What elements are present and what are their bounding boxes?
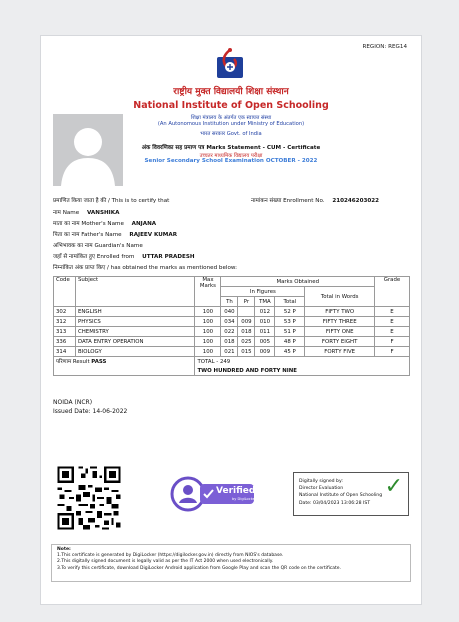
note-line-2: 2.This digitally signed document is legally valid as per the IT Act 2000 when used electronically. <box>57 559 274 565</box>
issue-place: NOIDA (NCR) <box>53 399 93 406</box>
header-max-marks: Max Marks <box>195 277 221 307</box>
sig-line-4: Date: 03/04/2023 13:06:28 IST <box>299 501 371 506</box>
mother-hindi: माता का नाम <box>53 221 80 227</box>
verified-text: Verified <box>216 486 256 496</box>
guardian-row <box>53 241 143 249</box>
enroll-hindi: नामांकन संख्या <box>251 198 282 204</box>
guardian-hindi: अभिभावक का नाम <box>53 243 93 249</box>
mother-row <box>53 219 156 227</box>
hindi-subtitle: शिक्षा मंत्रालय के अंतर्गत एक स्वायत्त संस्था <box>190 115 272 121</box>
student-photo-placeholder <box>53 114 123 186</box>
digilocker-verified-badge <box>170 476 258 512</box>
sig-line-3: National Institute of Open Schooling <box>299 493 383 498</box>
father-hindi: पिता का नाम <box>53 232 80 238</box>
exam-title: Senior Secondary School Examination OCTOBER - 2022 <box>144 158 318 164</box>
enrolled-row <box>53 252 195 260</box>
qr-code-icon[interactable] <box>55 464 123 532</box>
result-value: PASS <box>91 359 107 365</box>
certify-english: / This is to certify that <box>107 198 170 204</box>
header-code: Code <box>54 277 76 307</box>
total-marks: TOTAL - 249 <box>195 357 410 367</box>
result-hindi: परिणाम <box>56 359 72 365</box>
enroll-label: Enrollment No. <box>283 198 325 204</box>
mother-label: Mother's Name <box>81 221 124 227</box>
name-hindi: नाम <box>53 210 61 216</box>
father-label: Father's Name <box>81 232 122 238</box>
institute-title: National Institute of Open Schooling <box>133 100 329 111</box>
verified-sub: by DigiLocker <box>232 497 257 501</box>
note-box <box>51 544 411 582</box>
obtained-hindi: निम्नांकित अंक प्राप्त किए <box>53 265 106 271</box>
father-name: RAJEEV KUMAR <box>129 232 178 238</box>
person-silhouette-icon <box>53 114 123 186</box>
note-line-3: 3.To verify this certificate, download DigiLocker Android application from Google Play and scan the QR code on the certificate. <box>57 565 342 571</box>
header-tma: TMA <box>255 297 275 307</box>
header-pr: Pr <box>238 297 255 307</box>
header-total-words: Total in Words <box>305 287 375 307</box>
header-total: Total <box>275 297 305 307</box>
mother-name: ANJANA <box>131 221 157 227</box>
region-code: REGION: REG14 <box>362 44 407 50</box>
hindi-institute-title: राष्ट्रीय मुक्त विद्यालयी शिक्षा संस्थान <box>173 87 289 97</box>
certify-hindi: प्रमाणित किया जाता है की <box>53 198 107 204</box>
enrollment-line <box>251 196 379 204</box>
total-in-words: TWO HUNDRED AND FORTY NINE <box>195 366 410 376</box>
header-grade: Grade <box>375 277 410 307</box>
table-row: 336 DATA ENTRY OPERATION 100 018 025 005 48 P FORTY EIGHT F <box>54 337 410 347</box>
check-icon: ✓ <box>384 474 403 499</box>
govt-line: भारत सरकार Govt. of India <box>200 131 262 137</box>
english-subtitle: (An Autonomous Institution under Ministry of Education) <box>157 121 305 127</box>
hindi-cert-line: अंक विवरणिका सह प्रमाण पत्र <box>141 145 205 151</box>
student-name: VANSHIKA <box>86 210 120 216</box>
cert-title-text: Marks Statement - CUM - Certificate <box>206 145 321 151</box>
name-row <box>53 208 119 216</box>
enrolled-hindi: जहाँ से नामांकित हुए <box>53 254 96 260</box>
enrolled-from: UTTAR PRADESH <box>142 254 195 260</box>
father-row <box>53 230 177 238</box>
note-line-1: 1.This certificate is generated by DigiLocker (https://digilocker.gov.in) directly from NIOS's database. <box>57 553 284 559</box>
header-in-figures: In Figures <box>221 287 305 297</box>
issued-date: Issued Date: 14-06-2022 <box>53 408 128 415</box>
sig-line-2: Director Evaluation <box>299 486 344 491</box>
certify-line <box>53 196 169 204</box>
certificate-sheet <box>40 35 422 605</box>
hindi-exam-line: उच्चतर माध्यमिक विद्यालय परीक्षा <box>199 153 263 159</box>
nios-logo-icon <box>216 47 244 79</box>
table-row: 313 CHEMISTRY 100 022 018 011 51 P FIFTY ONE E <box>54 327 410 337</box>
table-row: 302 ENGLISH 100 040 012 52 P FIFTY TWO E <box>54 307 410 317</box>
enrolled-label: Enrolled from <box>96 254 135 260</box>
table-row: 312 PHYSICS 100 034 009 010 53 P FIFTY THREE E <box>54 317 410 327</box>
header-subject: Subject <box>75 277 195 307</box>
obtained-label: / has obtained the marks as mentioned below: <box>107 265 238 271</box>
sig-line-1: Digitally signed by: <box>299 479 343 484</box>
name-label: Name <box>62 210 80 216</box>
guardian-label: Guardian's Name <box>94 243 143 249</box>
result-row <box>54 357 410 367</box>
digital-signature-box <box>293 472 409 516</box>
result-cell <box>54 357 195 376</box>
obtained-row <box>53 263 237 271</box>
table-row: 314 BIOLOGY 100 021 015 009 45 P FORTY FIVE F <box>54 347 410 357</box>
enrollment-number: 210246203022 <box>332 198 380 204</box>
result-label: Result <box>72 359 90 365</box>
header-marks-obtained: Marks Obtained <box>221 277 375 287</box>
header-th: Th <box>221 297 238 307</box>
note-title: Note: <box>57 547 71 552</box>
marks-table <box>53 276 410 376</box>
